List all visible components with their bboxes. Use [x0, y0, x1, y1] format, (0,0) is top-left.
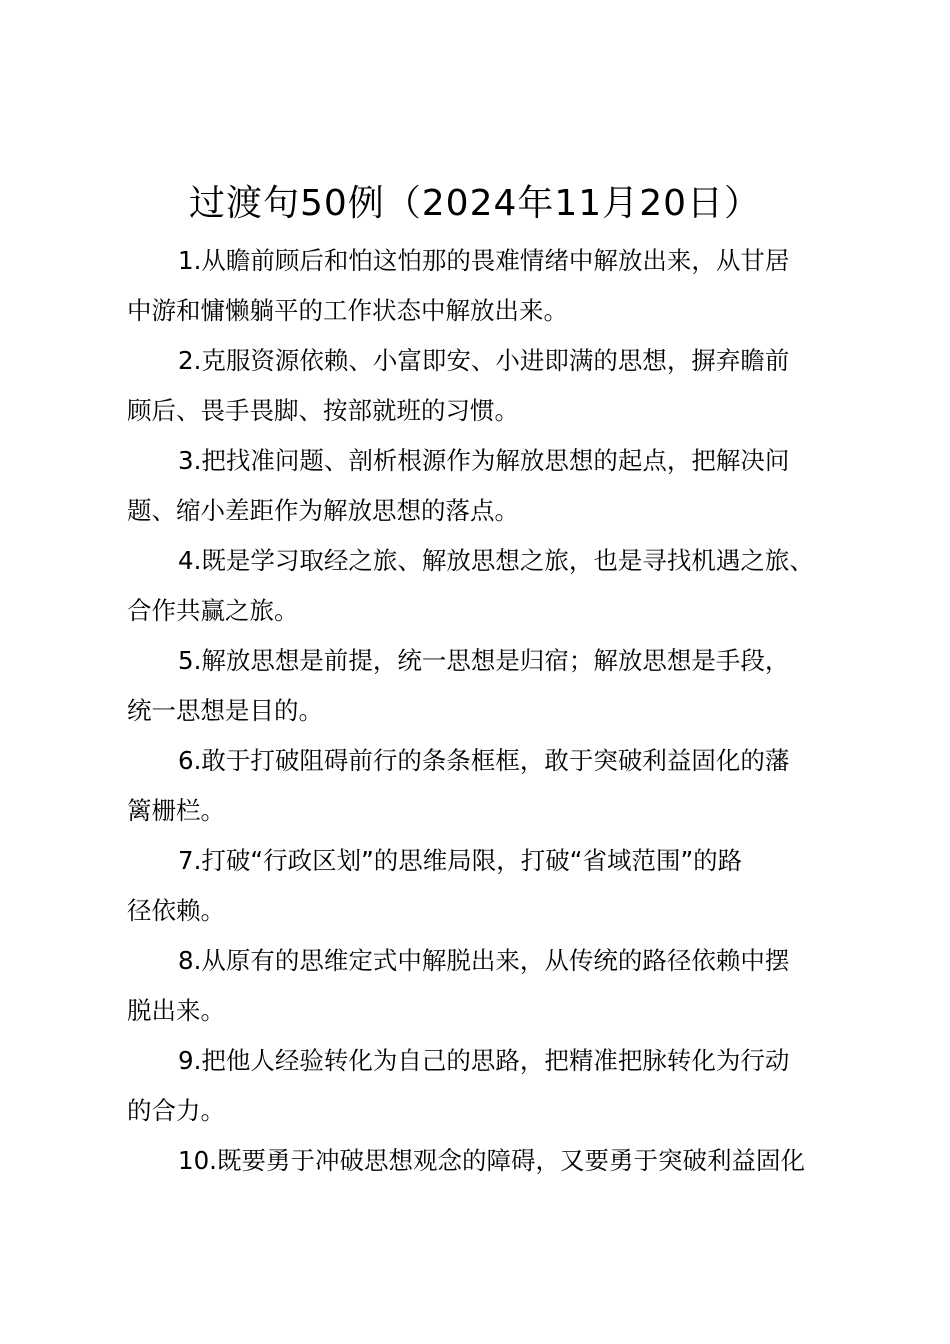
paragraph-line: 2.克服资源依赖、小富即安、小进即满的思想，摒弃瞻前: [178, 346, 790, 375]
paragraph-6: [127, 736, 837, 836]
paragraph-line: 6.敢于打破阻碍前行的条条框框，敢于突破利益固化的藩: [178, 746, 790, 775]
paragraph-9: [127, 1036, 837, 1136]
document-body: [127, 236, 837, 1186]
paragraph-line: 统一思想是目的。: [127, 696, 323, 725]
paragraph-1: [127, 236, 837, 336]
document-title: 过渡句50例（2024年11月20日）: [188, 183, 762, 224]
paragraph-4: [127, 536, 837, 636]
paragraph-3: [127, 436, 837, 536]
paragraph-line: 3.把找准问题、剖析根源作为解放思想的起点，把解决问: [178, 446, 790, 475]
paragraph-line: 篱栅栏。: [127, 796, 225, 825]
paragraph-line: 中游和慵懒躺平的工作状态中解放出来。: [127, 296, 568, 325]
paragraph-5: [127, 636, 837, 736]
paragraph-7: [127, 836, 837, 936]
paragraph-line: 8.从原有的思维定式中解脱出来，从传统的路径依赖中摆: [178, 946, 790, 975]
paragraph-line: 顾后、畏手畏脚、按部就班的习惯。: [127, 396, 519, 425]
paragraph-line: 9.把他人经验转化为自己的思路，把精准把脉转化为行动: [178, 1046, 790, 1075]
paragraph-2: [127, 336, 837, 436]
paragraph-line: 10.既要勇于冲破思想观念的障碍，又要勇于突破利益固化: [178, 1146, 805, 1175]
paragraph-line: 5.解放思想是前提，统一思想是归宿；解放思想是手段，: [178, 646, 790, 675]
paragraph-line: 的合力。: [127, 1096, 225, 1125]
paragraph-line: 脱出来。: [127, 996, 225, 1025]
paragraph-line: 题、缩小差距作为解放思想的落点。: [127, 496, 519, 525]
paragraph-line: 合作共赢之旅。: [127, 596, 299, 625]
paragraph-line: 径依赖。: [127, 896, 225, 925]
paragraph-8: [127, 936, 837, 1036]
paragraph-line: 4.既是学习取经之旅、解放思想之旅，也是寻找机遇之旅、: [178, 546, 814, 575]
paragraph-line: 1.从瞻前顾后和怕这怕那的畏难情绪中解放出来，从甘居: [178, 246, 790, 275]
paragraph-10: [127, 1136, 837, 1186]
paragraph-line: 7.打破“行政区划”的思维局限，打破“省域范围”的路: [178, 846, 743, 875]
